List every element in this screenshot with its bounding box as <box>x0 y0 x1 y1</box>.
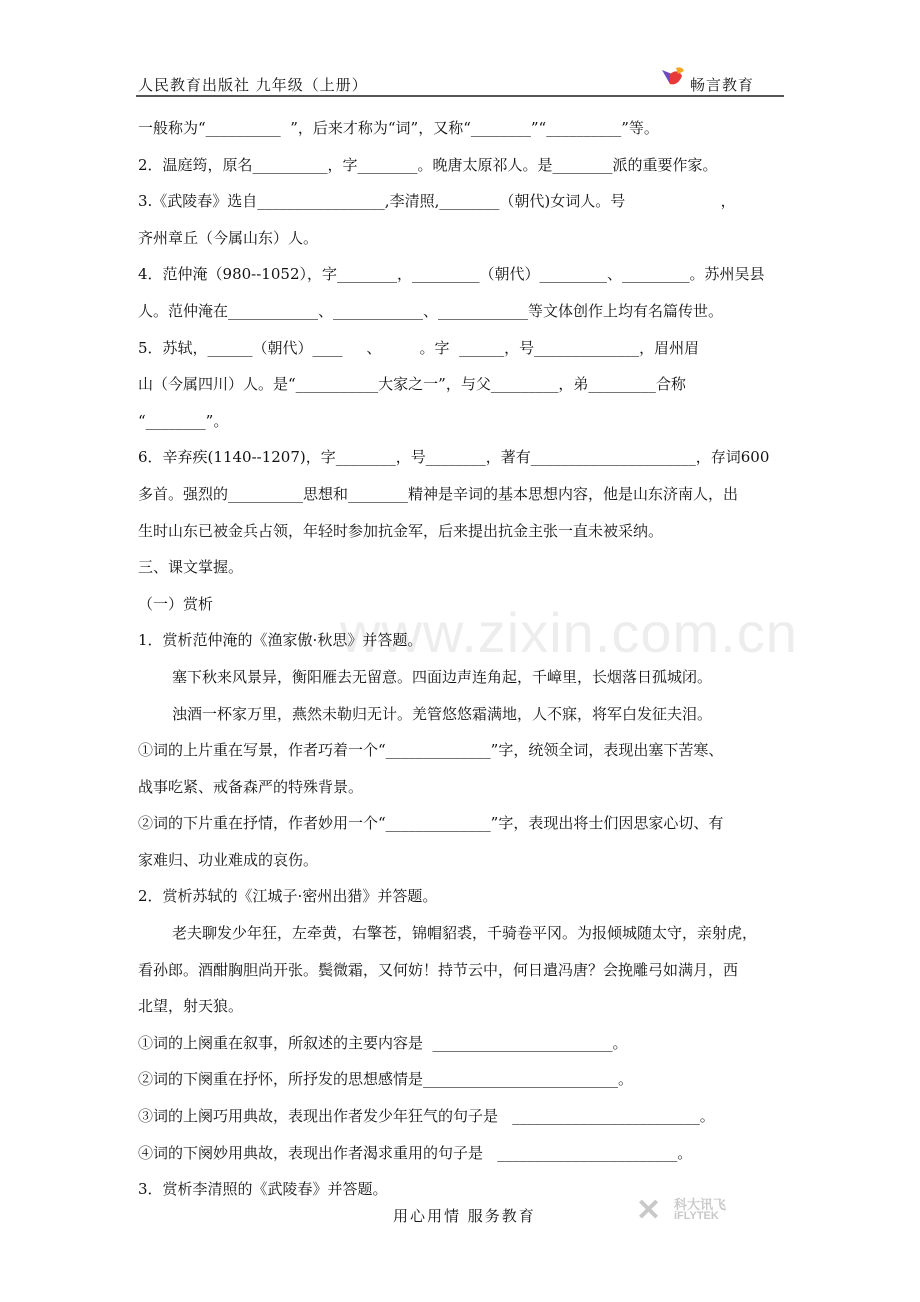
header-brand: 畅言教育 <box>690 76 755 94</box>
text-line: ②词的下阕重在抒怀，所抒发的思想感情是__________________________。 <box>138 1070 634 1089</box>
text-line: 2．赏析苏轼的《江城子·密州出猎》并答题。 <box>138 887 438 906</box>
text-line: 老夫聊发少年狂，左牵黄，右擎苍，锦帽貂裘，千骑卷平冈。为报倾城随太守，亲射虎， <box>172 924 758 943</box>
text-line: 生时山东已被金兵占领，年轻时参加抗金军，后来提出抗金主张一直未被采纳。 <box>138 521 664 540</box>
text-line: 塞下秋来风景异，衡阳雁去无留意。四面边声连角起，千嶂里，长烟落日孤城闭。 <box>172 667 713 686</box>
watermark: www.zixin.com.cn <box>340 601 798 664</box>
text-line: ①词的上片重在写景，作者巧着一个“______________”字，统领全词，表现出塞下苦寒、 <box>138 741 724 760</box>
brand-bird-logo-icon <box>660 66 686 88</box>
text-line: 1．赏析范仲淹的《渔家傲·秋思》并答题。 <box>138 631 423 650</box>
footer-slogan: 用心用情 服务教育 <box>393 1207 536 1225</box>
text-line: 看孙郎。酒酣胸胆尚开张。鬓微霜，又何妨！持节云中，何日遣冯唐？会挽雕弓如满月，西 <box>138 960 739 979</box>
text-line: （一）赏析 <box>138 594 214 613</box>
text-line: 4．范仲淹（980--1052），字________，_________（朝代）_________、_________。苏州吴县 <box>138 265 765 284</box>
text-line: ①词的上阕重在叙事，所叙述的主要内容是 ________________________。 <box>138 1033 628 1052</box>
text-line: 浊酒一杯家万里，燕然未勒归无计。羌管悠悠霜满地，人不寐，将军白发征夫泪。 <box>172 704 713 723</box>
text-line: 北望，射天狼。 <box>138 997 244 1016</box>
text-line: 家难归、功业难成的哀伤。 <box>138 850 319 869</box>
text-line: 2．温庭筠，原名__________，字________。晚唐太原祁人。是________派的重要作家。 <box>138 155 718 174</box>
header-publisher: 人民教育出版社 九年级（上册） <box>138 76 368 94</box>
text-line: 山（今属四川）人。是“___________大家之一”，与父_________，弟_________合称 <box>138 375 686 394</box>
text-line: 人。范仲淹在____________、____________、____________等文体创作上均有名篇传世。 <box>138 301 724 320</box>
text-line: 6．辛弃疾(1140--1207)，字________，号________，著有______________________，存词600 <box>138 448 770 467</box>
text-line: 3.《武陵春》选自_________________,李清照,________（朝代)女词人。号 ， <box>138 192 736 211</box>
text-line: 齐州章丘（今属山东）人。 <box>138 228 319 247</box>
header-divider <box>136 95 784 97</box>
text-line: 3．赏析李清照的《武陵春》并答题。 <box>138 1180 388 1199</box>
iflytek-logo-cn: 科大讯飞 <box>674 1197 727 1212</box>
text-line: ③词的上阕巧用典故，表现出作者发少年狂气的句子是 _________________________。 <box>138 1107 715 1126</box>
text-line: 多首。强烈的__________思想和________精神是辛词的基本思想内容，他是山东济南人，出 <box>138 484 739 503</box>
text-line: “________”。 <box>138 411 229 430</box>
text-line: ④词的下阕妙用典故，表现出作者渴求重用的句子是 ________________________。 <box>138 1143 693 1162</box>
text-line: 战事吃紧、戒备森严的特殊背景。 <box>138 777 364 796</box>
iflytek-logo <box>636 1193 746 1227</box>
text-line: ②词的下片重在抒情，作者妙用一个“______________”字，表现出将士们因思家心切、有 <box>138 814 724 833</box>
text-line: 三、课文掌握。 <box>138 558 244 577</box>
iflytek-logo-en: iFLYTEK <box>674 1210 719 1222</box>
text-line: 一般称为“__________ ”，后来才称为“词”，又称“________”“__________”等。 <box>138 119 659 137</box>
iflytek-x-icon: ✕ <box>636 1194 662 1227</box>
text-line: 5．苏轼，______（朝代）____ 、 。字 ______，号______________，眉州眉 <box>138 338 700 357</box>
